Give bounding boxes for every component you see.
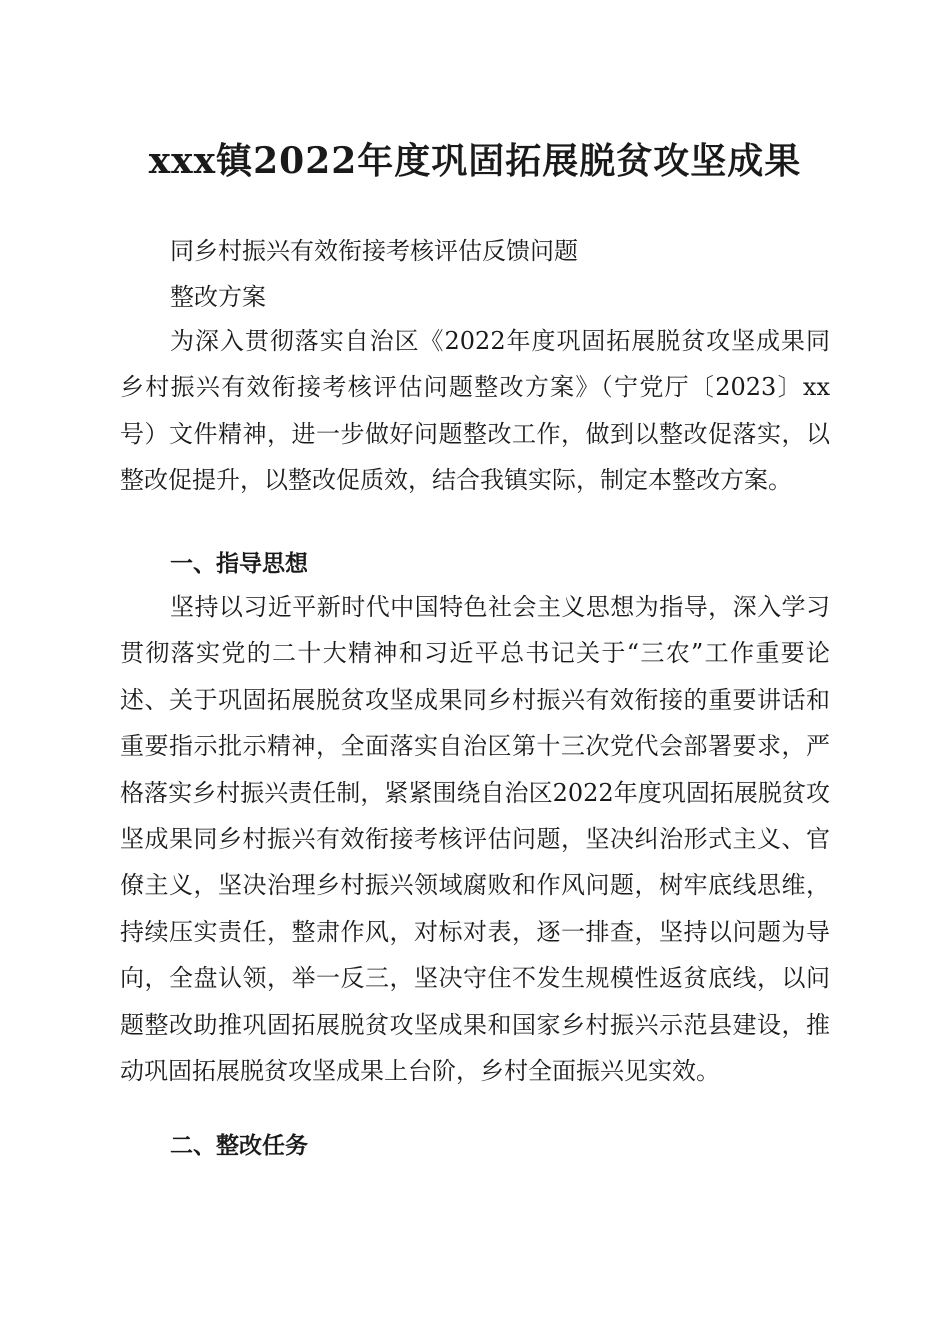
- subtitle-line-1: 同乡村振兴有效衔接考核评估反馈问题: [170, 237, 578, 265]
- section-heading-rectification-tasks: 二、整改任务: [170, 1133, 308, 1159]
- section-heading-guiding-ideology: 一、指导思想: [170, 551, 308, 577]
- intro-paragraph: 为深入贯彻落实自治区《2022年度巩固拓展脱贫攻坚成果同乡村振兴有效衔接考核评估问题整改方案》（宁党厅〔2023〕xx号）文件精神，进一步做好问题整改工作，做到以整改促落实，以整改促提升，以整改促质效，结合我镇实际，制定本整改方案。: [120, 327, 830, 495]
- guiding-ideology-paragraph: 坚持以习近平新时代中国特色社会主义思想为指导，深入学习贯彻落实党的二十大精神和习近平总书记关于“三农”工作重要论述、关于巩固拓展脱贫攻坚成果同乡村振兴有效衔接的重要讲话和重要指示批示精神，全面落实自治区第十三次党代会部署要求，严格落实乡村振兴责任制，紧紧围绕自治区2022年度巩固拓展脱贫攻坚成果同乡村振兴有效衔接考核评估问题，坚决纠治形式主义、官僚主义，坚决治理乡村振兴领域腐败和作风问题，树牢底线思维，持续压实责任，整肃作风，对标对表，逐一排查，坚持以问题为导向，全盘认领，举一反三，坚决守住不发生规模性返贫底线，以问题整改助推巩固拓展脱贫攻坚成果和国家乡村振兴示范县建设，推动巩固拓展脱贫攻坚成果上台阶，乡村全面振兴见实效。: [120, 593, 830, 1086]
- subtitle-line-2: 整改方案: [170, 283, 266, 311]
- document-title: xxx镇2022年度巩固拓展脱贫攻坚成果: [148, 140, 802, 182]
